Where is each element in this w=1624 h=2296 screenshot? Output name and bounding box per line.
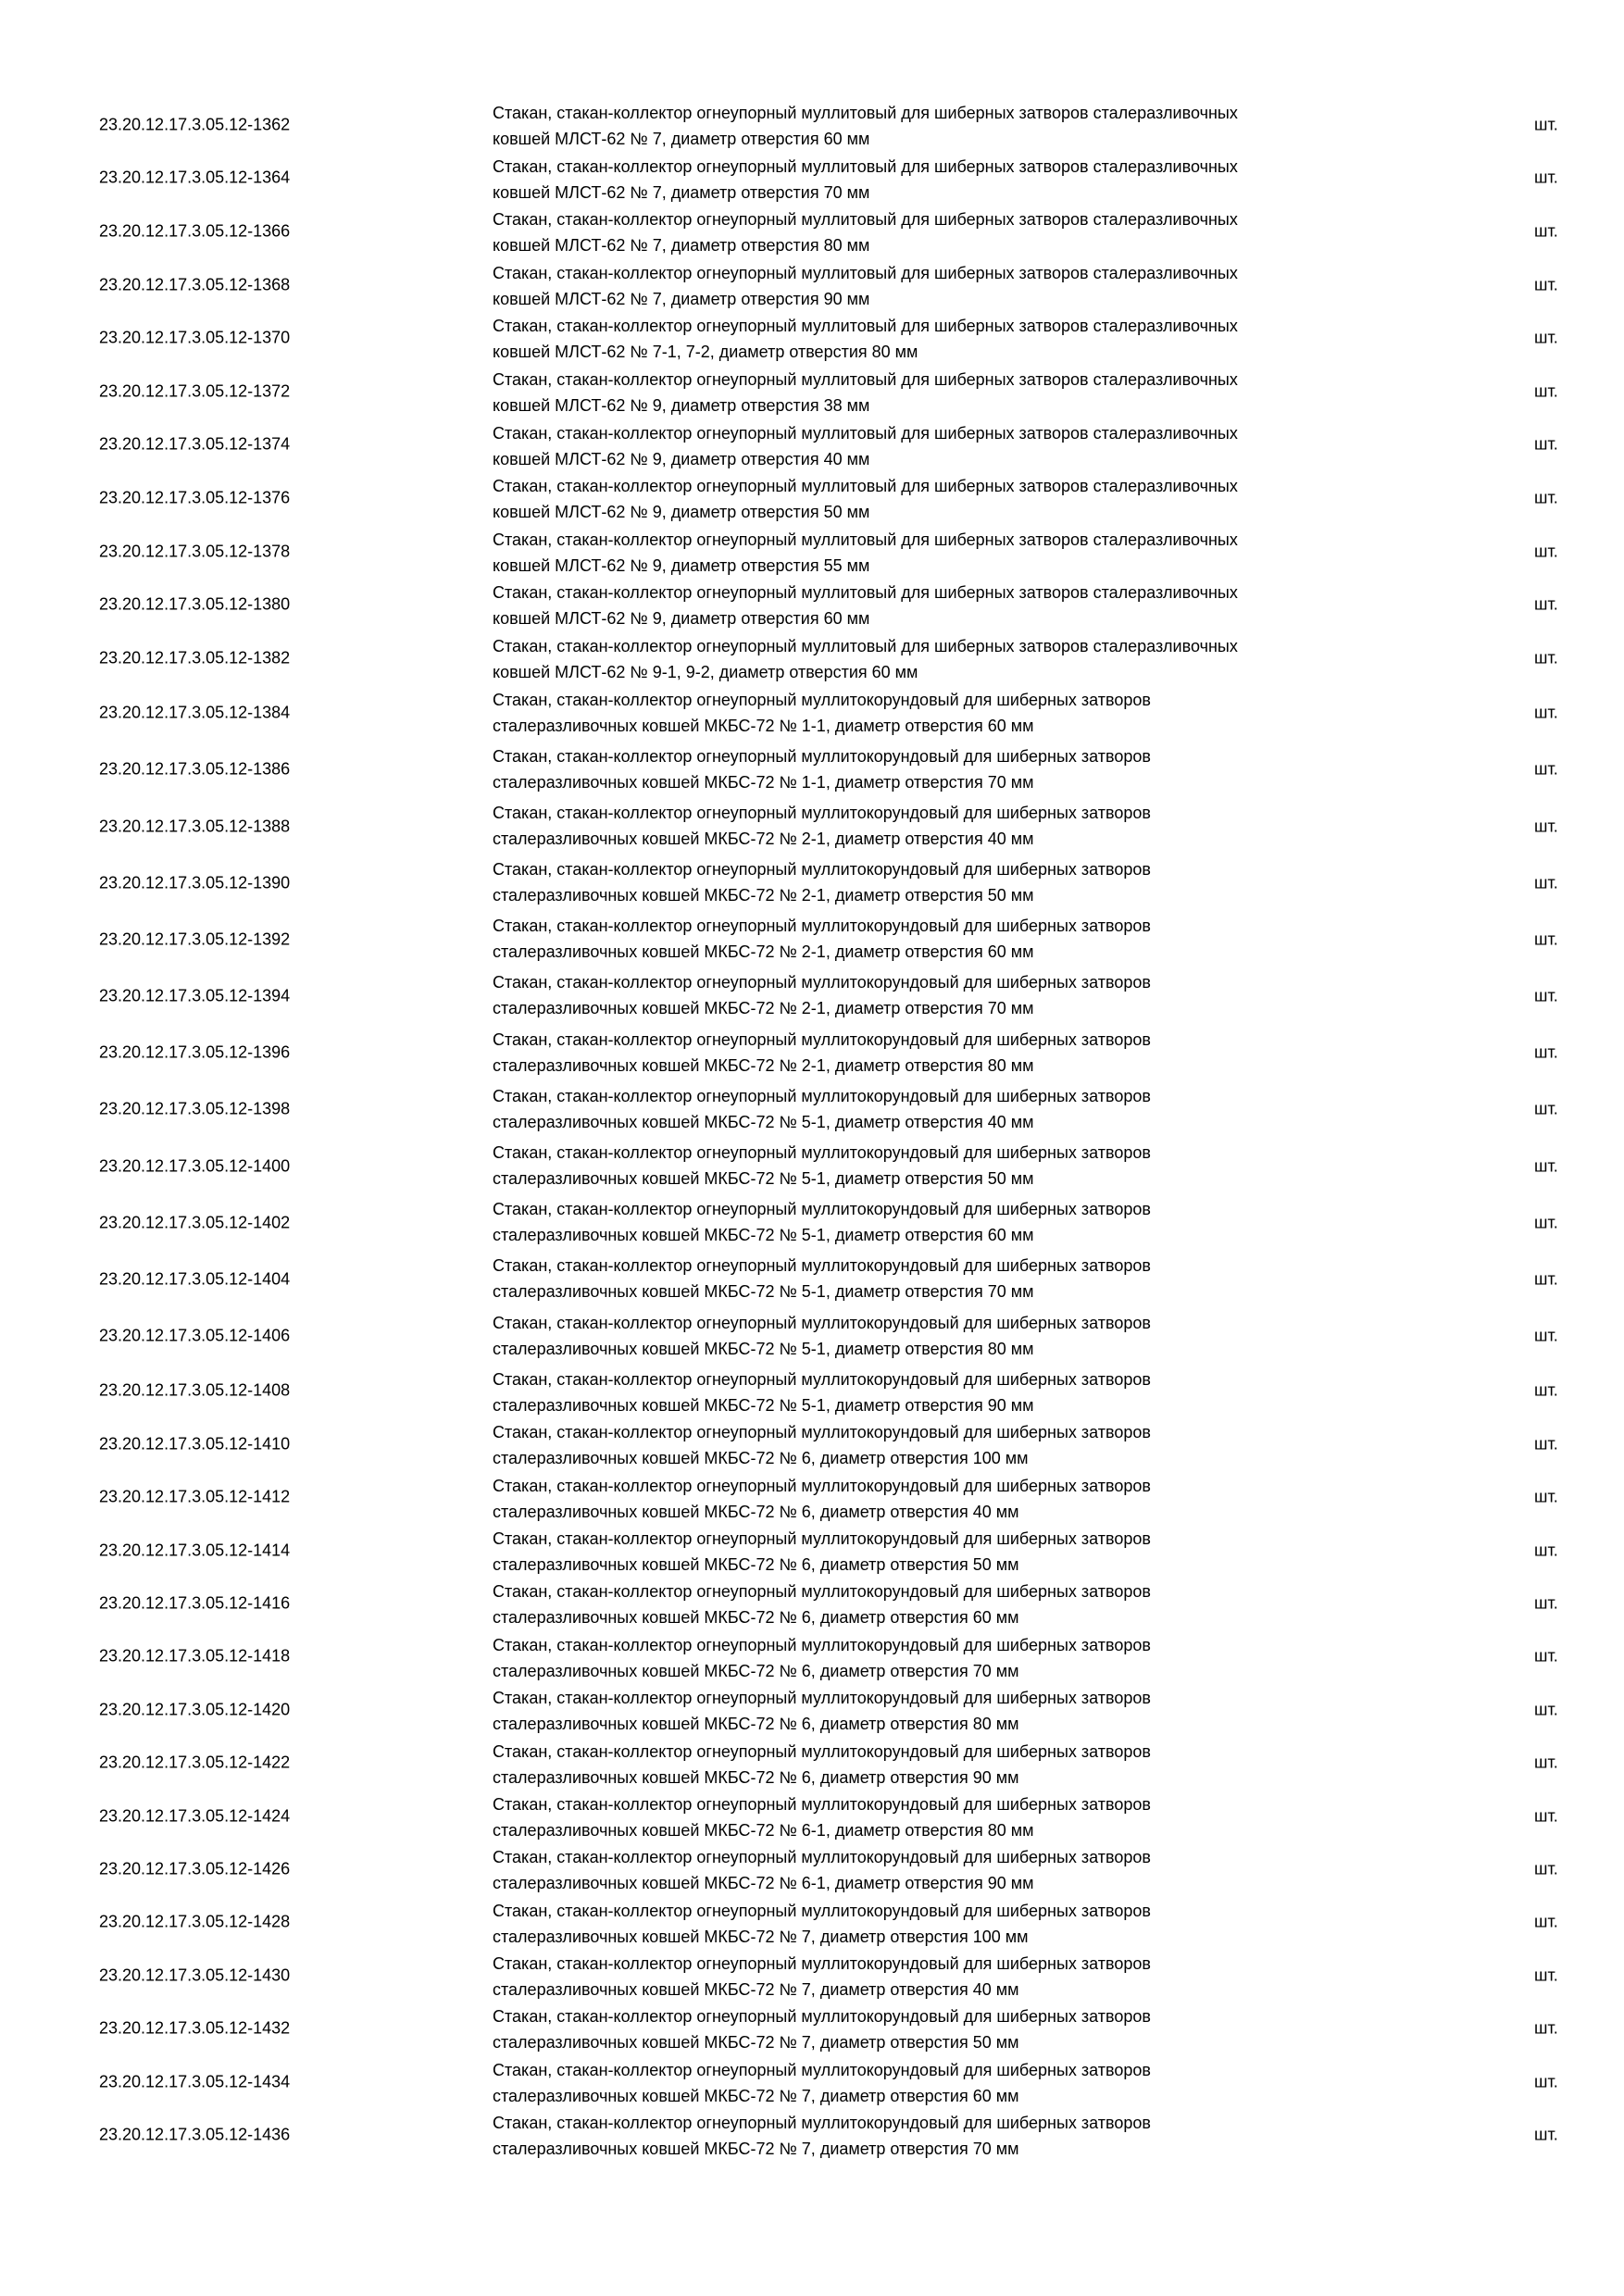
- item-unit: шт.: [1534, 1269, 1558, 1289]
- item-unit: шт.: [1534, 1042, 1558, 1062]
- item-description: [493, 1473, 1418, 1525]
- item-unit: шт.: [1534, 1859, 1558, 1878]
- table-row: [0, 205, 1624, 258]
- item-description: [493, 580, 1418, 631]
- description-line: сталеразливочных ковшей МКБС-72 № 7, диаметр отверстия 50 мм: [493, 2033, 1019, 2053]
- table-row: [0, 1081, 1624, 1138]
- description-line: Стакан, стакан-коллектор огнеупорный муллитовый для шиберных затворов сталеразливочных: [493, 104, 1238, 122]
- table-row: [0, 967, 1624, 1024]
- table-row: [0, 2108, 1624, 2161]
- item-unit: шт.: [1534, 381, 1558, 401]
- item-description: [493, 633, 1418, 685]
- description-line: Стакан, стакан-коллектор огнеупорный муллитокорундовый для шиберных затворов: [493, 1029, 1151, 1049]
- item-code: 23.20.12.17.3.05.12-1410: [99, 1434, 291, 1454]
- item-unit: шт.: [1534, 703, 1558, 722]
- description-line: Стакан, стакан-коллектор огнеупорный муллитокорундовый для шиберных затворов: [493, 1086, 1151, 1105]
- item-description: [493, 1419, 1418, 1471]
- item-unit: шт.: [1534, 1965, 1558, 1985]
- description-line: Стакан, стакан-коллектор огнеупорный муллитокорундовый для шиберных затворов: [493, 1635, 1151, 1654]
- item-code: 23.20.12.17.3.05.12-1386: [99, 759, 291, 779]
- item-code: 23.20.12.17.3.05.12-1396: [99, 1042, 291, 1062]
- description-line: сталеразливочных ковшей МКБС-72 № 6-1, диаметр отверстия 90 мм: [493, 1874, 1034, 1893]
- item-unit: шт.: [1534, 1753, 1558, 1772]
- description-line: Стакан, стакан-коллектор огнеупорный муллитовый для шиберных затворов сталеразливочных: [493, 156, 1238, 176]
- item-description: [493, 1739, 1418, 1791]
- item-code: 23.20.12.17.3.05.12-1392: [99, 930, 291, 949]
- description-line: сталеразливочных ковшей МКБС-72 № 7, диаметр отверстия 100 мм: [493, 1927, 1029, 1946]
- description-line: Стакан, стакан-коллектор огнеупорный муллитовый для шиберных затворов сталеразливочных: [493, 317, 1238, 336]
- item-unit: шт.: [1534, 1099, 1558, 1118]
- table-row: [0, 911, 1624, 967]
- item-description: [493, 1898, 1418, 1950]
- item-code: 23.20.12.17.3.05.12-1390: [99, 873, 291, 892]
- item-description: [493, 1027, 1418, 1079]
- item-description: [493, 100, 1418, 152]
- item-unit: шт.: [1534, 1380, 1558, 1400]
- item-code: 23.20.12.17.3.05.12-1432: [99, 2018, 291, 2038]
- item-code: 23.20.12.17.3.05.12-1404: [99, 1269, 291, 1289]
- item-description: [493, 856, 1418, 908]
- item-description: [493, 1951, 1418, 2003]
- table-row: [0, 1630, 1624, 1683]
- item-code: 23.20.12.17.3.05.12-1434: [99, 2072, 291, 2091]
- description-line: Стакан, стакан-коллектор огнеупорный муллитокорундовый для шиберных затворов: [493, 1582, 1151, 1602]
- item-code: 23.20.12.17.3.05.12-1412: [99, 1487, 291, 1506]
- item-description: [493, 743, 1418, 795]
- table-row: [0, 365, 1624, 418]
- description-line: Стакан, стакан-коллектор огнеупорный муллитовый для шиберных затворов сталеразливочных: [493, 636, 1238, 655]
- description-line: сталеразливочных ковшей МКБС-72 № 6, диаметр отверстия 40 мм: [493, 1502, 1019, 1521]
- item-code: 23.20.12.17.3.05.12-1372: [99, 381, 291, 401]
- table-row: [0, 1308, 1624, 1365]
- item-unit: шт.: [1534, 1700, 1558, 1719]
- item-code: 23.20.12.17.3.05.12-1378: [99, 542, 291, 561]
- description-line: Стакан, стакан-коллектор огнеупорный муллитокорундовый для шиберных затворов: [493, 1901, 1151, 1920]
- description-line: Стакан, стакан-коллектор огнеупорный муллитокорундовый для шиберных затворов: [493, 746, 1151, 766]
- description-line: Стакан, стакан-коллектор огнеупорный муллитокорундовый для шиберных затворов: [493, 1741, 1151, 1761]
- item-description: [493, 313, 1418, 365]
- description-line: Стакан, стакан-коллектор огнеупорный муллитовый для шиберных затворов сталеразливочных: [493, 477, 1238, 496]
- item-unit: шт.: [1534, 2018, 1558, 2038]
- item-description: [493, 1083, 1418, 1135]
- item-unit: шт.: [1534, 1646, 1558, 1666]
- table-row: [0, 1524, 1624, 1577]
- item-description: [493, 473, 1418, 525]
- table-row: [0, 98, 1624, 152]
- table-row: [0, 2055, 1624, 2108]
- item-code: 23.20.12.17.3.05.12-1382: [99, 648, 291, 668]
- description-line: ковшей МЛСТ-62 № 7, диаметр отверстия 60 мм: [493, 130, 870, 148]
- item-unit: шт.: [1534, 2072, 1558, 2091]
- item-code: 23.20.12.17.3.05.12-1380: [99, 594, 291, 614]
- item-unit: шт.: [1534, 115, 1558, 134]
- item-code: 23.20.12.17.3.05.12-1426: [99, 1859, 291, 1878]
- table-row: [0, 258, 1624, 312]
- table-row: [0, 1471, 1624, 1524]
- table-row: [0, 1790, 1624, 1842]
- description-line: ковшей МЛСТ-62 № 9, диаметр отверстия 50 мм: [493, 503, 870, 522]
- description-line: сталеразливочных ковшей МКБС-72 № 5-1, диаметр отверстия 60 мм: [493, 1226, 1034, 1245]
- item-description: [493, 420, 1418, 472]
- description-line: сталеразливочных ковшей МКБС-72 № 6, диаметр отверстия 90 мм: [493, 1767, 1019, 1787]
- item-description: [493, 1526, 1418, 1578]
- item-description: [493, 1844, 1418, 1896]
- description-line: сталеразливочных ковшей МКБС-72 № 7, диаметр отверстия 70 мм: [493, 2140, 1019, 2159]
- item-description: [493, 800, 1418, 852]
- item-code: 23.20.12.17.3.05.12-1430: [99, 1965, 291, 1985]
- item-unit: шт.: [1534, 1326, 1558, 1345]
- description-line: сталеразливочных ковшей МКБС-72 № 7, диаметр отверстия 60 мм: [493, 2086, 1019, 2105]
- description-line: сталеразливочных ковшей МКБС-72 № 2-1, диаметр отверстия 70 мм: [493, 999, 1034, 1018]
- table-row: [0, 152, 1624, 206]
- description-line: сталеразливочных ковшей МКБС-72 № 7, диаметр отверстия 40 мм: [493, 1980, 1019, 2000]
- description-line: сталеразливочных ковшей МКБС-72 № 6, диаметр отверстия 70 мм: [493, 1661, 1019, 1680]
- table-row: [0, 471, 1624, 525]
- item-unit: шт.: [1534, 275, 1558, 294]
- description-line: Стакан, стакан-коллектор огнеупорный муллитокорундовый для шиберных затворов: [493, 1794, 1151, 1814]
- description-line: ковшей МЛСТ-62 № 9, диаметр отверстия 55 мм: [493, 555, 870, 575]
- item-description: [493, 260, 1418, 312]
- item-description: [493, 206, 1418, 258]
- item-unit: шт.: [1534, 488, 1558, 507]
- item-unit: шт.: [1534, 434, 1558, 454]
- description-line: сталеразливочных ковшей МКБС-72 № 6, диаметр отверстия 60 мм: [493, 1608, 1019, 1628]
- item-code: 23.20.12.17.3.05.12-1420: [99, 1700, 291, 1719]
- description-line: Стакан, стакан-коллектор огнеупорный муллитокорундовый для шиберных затворов: [493, 803, 1151, 822]
- table-row: [0, 311, 1624, 365]
- description-line: Стакан, стакан-коллектор огнеупорный муллитокорундовый для шиберных затворов: [493, 2114, 1151, 2133]
- items-table: [0, 98, 1624, 2162]
- item-description: [493, 687, 1418, 739]
- item-unit: шт.: [1534, 168, 1558, 187]
- table-row: [0, 1365, 1624, 1417]
- table-row: [0, 1577, 1624, 1629]
- item-unit: шт.: [1534, 648, 1558, 668]
- item-code: 23.20.12.17.3.05.12-1370: [99, 328, 291, 347]
- item-unit: шт.: [1534, 1593, 1558, 1613]
- item-code: 23.20.12.17.3.05.12-1384: [99, 703, 291, 722]
- description-line: ковшей МЛСТ-62 № 9-1, 9-2, диаметр отверстия 60 мм: [493, 662, 918, 681]
- description-line: Стакан, стакан-коллектор огнеупорный муллитокорундовый для шиберных затворов: [493, 1256, 1151, 1276]
- item-description: [493, 1310, 1418, 1362]
- description-line: сталеразливочных ковшей МКБС-72 № 5-1, диаметр отверстия 90 мм: [493, 1395, 1034, 1415]
- table-row: [0, 578, 1624, 631]
- table-row: [0, 1949, 1624, 2002]
- item-unit: шт.: [1534, 1487, 1558, 1506]
- item-description: [493, 154, 1418, 206]
- description-line: Стакан, стакан-коллектор огнеупорный муллитовый для шиберных затворов сталеразливочных: [493, 583, 1238, 603]
- item-code: 23.20.12.17.3.05.12-1422: [99, 1753, 291, 1772]
- table-row: [0, 1138, 1624, 1194]
- description-line: сталеразливочных ковшей МКБС-72 № 5-1, диаметр отверстия 40 мм: [493, 1112, 1034, 1131]
- item-description: [493, 2110, 1418, 2162]
- item-code: 23.20.12.17.3.05.12-1362: [99, 115, 291, 134]
- item-description: [493, 1632, 1418, 1684]
- description-line: сталеразливочных ковшей МКБС-72 № 6, диаметр отверстия 50 мм: [493, 1554, 1019, 1574]
- description-line: Стакан, стакан-коллектор огнеупорный муллитокорундовый для шиберных затворов: [493, 1529, 1151, 1548]
- item-code: 23.20.12.17.3.05.12-1424: [99, 1806, 291, 1826]
- description-line: Стакан, стакан-коллектор огнеупорный муллитовый для шиберных затворов сталеразливочных: [493, 263, 1238, 282]
- item-code: 23.20.12.17.3.05.12-1436: [99, 2125, 291, 2144]
- description-line: Стакан, стакан-коллектор огнеупорный муллитовый для шиберных затворов сталеразливочных: [493, 423, 1238, 443]
- table-row: [0, 685, 1624, 742]
- table-row: [0, 1251, 1624, 1307]
- item-unit: шт.: [1534, 930, 1558, 949]
- item-code: 23.20.12.17.3.05.12-1416: [99, 1593, 291, 1613]
- table-row: [0, 855, 1624, 911]
- description-line: Стакан, стакан-коллектор огнеупорный муллитокорундовый для шиберных затворов: [493, 860, 1151, 880]
- description-line: Стакан, стакан-коллектор огнеупорный муллитокорундовый для шиберных затворов: [493, 1689, 1151, 1708]
- item-unit: шт.: [1534, 759, 1558, 779]
- description-line: ковшей МЛСТ-62 № 7-1, 7-2, диаметр отверстия 80 мм: [493, 343, 918, 362]
- description-line: сталеразливочных ковшей МКБС-72 № 2-1, диаметр отверстия 50 мм: [493, 886, 1034, 905]
- table-row: [0, 418, 1624, 472]
- item-description: [493, 367, 1418, 418]
- item-unit: шт.: [1534, 1156, 1558, 1176]
- table-row: [0, 1417, 1624, 1470]
- item-unit: шт.: [1534, 328, 1558, 347]
- table-row: [0, 742, 1624, 798]
- item-description: [493, 527, 1418, 579]
- description-line: Стакан, стакан-коллектор огнеупорный муллитокорундовый для шиберных затворов: [493, 973, 1151, 992]
- description-line: Стакан, стакан-коллектор огнеупорный муллитокорундовый для шиберных затворов: [493, 2060, 1151, 2079]
- item-unit: шт.: [1534, 594, 1558, 614]
- item-code: 23.20.12.17.3.05.12-1364: [99, 168, 291, 187]
- item-description: [493, 1253, 1418, 1304]
- table-row: [0, 1842, 1624, 1895]
- description-line: сталеразливочных ковшей МКБС-72 № 6-1, диаметр отверстия 80 мм: [493, 1820, 1034, 1840]
- description-line: Стакан, стакан-коллектор огнеупорный муллитокорундовый для шиберных затворов: [493, 1848, 1151, 1867]
- item-unit: шт.: [1534, 542, 1558, 561]
- item-unit: шт.: [1534, 873, 1558, 892]
- table-row: [0, 631, 1624, 685]
- table-row: [0, 798, 1624, 855]
- description-line: Стакан, стакан-коллектор огнеупорный муллитовый для шиберных затворов сталеразливочных: [493, 210, 1238, 230]
- item-unit: шт.: [1534, 2125, 1558, 2144]
- description-line: Стакан, стакан-коллектор огнеупорный муллитокорундовый для шиберных затворов: [493, 2007, 1151, 2027]
- table-row: [0, 1896, 1624, 1949]
- item-description: [493, 2057, 1418, 2109]
- description-line: ковшей МЛСТ-62 № 9, диаметр отверстия 40 мм: [493, 449, 870, 468]
- table-row: [0, 1025, 1624, 1081]
- item-description: [493, 2003, 1418, 2055]
- item-code: 23.20.12.17.3.05.12-1406: [99, 1326, 291, 1345]
- item-description: [493, 1196, 1418, 1248]
- item-code: 23.20.12.17.3.05.12-1408: [99, 1380, 291, 1400]
- table-row: [0, 525, 1624, 579]
- item-description: [493, 1578, 1418, 1630]
- item-unit: шт.: [1534, 1541, 1558, 1560]
- description-line: ковшей МЛСТ-62 № 7, диаметр отверстия 80 мм: [493, 236, 870, 256]
- item-code: 23.20.12.17.3.05.12-1400: [99, 1156, 291, 1176]
- table-row: [0, 2002, 1624, 2054]
- item-code: 23.20.12.17.3.05.12-1368: [99, 275, 291, 294]
- description-line: Стакан, стакан-коллектор огнеупорный муллитокорундовый для шиберных затворов: [493, 1313, 1151, 1332]
- table-row: [0, 1194, 1624, 1251]
- description-line: Стакан, стакан-коллектор огнеупорный муллитокорундовый для шиберных затворов: [493, 690, 1151, 709]
- item-unit: шт.: [1534, 1434, 1558, 1454]
- item-code: 23.20.12.17.3.05.12-1398: [99, 1099, 291, 1118]
- item-code: 23.20.12.17.3.05.12-1414: [99, 1541, 291, 1560]
- description-line: Стакан, стакан-коллектор огнеупорный муллитокорундовый для шиберных затворов: [493, 1200, 1151, 1219]
- description-line: сталеразливочных ковшей МКБС-72 № 1-1, диаметр отверстия 60 мм: [493, 716, 1034, 735]
- item-code: 23.20.12.17.3.05.12-1388: [99, 817, 291, 835]
- description-line: Стакан, стакан-коллектор огнеупорный муллитокорундовый для шиберных затворов: [493, 1143, 1151, 1163]
- item-code: 23.20.12.17.3.05.12-1376: [99, 488, 291, 507]
- description-line: сталеразливочных ковшей МКБС-72 № 5-1, диаметр отверстия 70 мм: [493, 1282, 1034, 1302]
- description-line: сталеразливочных ковшей МКБС-72 № 2-1, диаметр отверстия 40 мм: [493, 829, 1034, 848]
- description-line: ковшей МЛСТ-62 № 7, диаметр отверстия 90 мм: [493, 289, 870, 308]
- item-description: [493, 913, 1418, 965]
- item-unit: шт.: [1534, 1806, 1558, 1826]
- table-row: [0, 1683, 1624, 1736]
- description-line: сталеразливочных ковшей МКБС-72 № 6, диаметр отверстия 80 мм: [493, 1715, 1019, 1734]
- description-line: сталеразливочных ковшей МКБС-72 № 2-1, диаметр отверстия 80 мм: [493, 1055, 1034, 1075]
- description-line: Стакан, стакан-коллектор огнеупорный муллитокорундовый для шиберных затворов: [493, 1954, 1151, 1974]
- description-line: сталеразливочных ковшей МКБС-72 № 2-1, диаметр отверстия 60 мм: [493, 942, 1034, 962]
- description-line: Стакан, стакан-коллектор огнеупорный муллитокорундовый для шиберных затворов: [493, 1476, 1151, 1495]
- description-line: сталеразливочных ковшей МКБС-72 № 5-1, диаметр отверстия 80 мм: [493, 1339, 1034, 1358]
- description-line: Стакан, стакан-коллектор огнеупорный муллитовый для шиберных затворов сталеразливочных: [493, 369, 1238, 389]
- item-unit: шт.: [1534, 817, 1558, 835]
- item-code: 23.20.12.17.3.05.12-1394: [99, 986, 291, 1005]
- item-unit: шт.: [1534, 1213, 1558, 1232]
- item-code: 23.20.12.17.3.05.12-1418: [99, 1646, 291, 1666]
- item-code: 23.20.12.17.3.05.12-1402: [99, 1213, 291, 1232]
- description-line: Стакан, стакан-коллектор огнеупорный муллитовый для шиберных затворов сталеразливочных: [493, 530, 1238, 549]
- item-unit: шт.: [1534, 986, 1558, 1005]
- item-code: 23.20.12.17.3.05.12-1374: [99, 434, 291, 454]
- description-line: Стакан, стакан-коллектор огнеупорный муллитокорундовый для шиберных затворов: [493, 1423, 1151, 1442]
- item-unit: шт.: [1534, 221, 1558, 241]
- description-line: Стакан, стакан-коллектор огнеупорный муллитокорундовый для шиберных затворов: [493, 1369, 1151, 1389]
- item-description: [493, 1685, 1418, 1737]
- item-description: [493, 1791, 1418, 1843]
- item-unit: шт.: [1534, 1912, 1558, 1931]
- description-line: сталеразливочных ковшей МКБС-72 № 1-1, диаметр отверстия 70 мм: [493, 772, 1034, 792]
- table-row: [0, 1737, 1624, 1790]
- item-description: [493, 1366, 1418, 1418]
- item-description: [493, 969, 1418, 1021]
- item-description: [493, 1140, 1418, 1192]
- description-line: ковшей МЛСТ-62 № 7, диаметр отверстия 70 мм: [493, 182, 870, 202]
- description-line: Стакан, стакан-коллектор огнеупорный муллитокорундовый для шиберных затворов: [493, 917, 1151, 936]
- description-line: сталеразливочных ковшей МКБС-72 № 5-1, диаметр отверстия 50 мм: [493, 1169, 1034, 1189]
- item-code: 23.20.12.17.3.05.12-1428: [99, 1912, 291, 1931]
- description-line: ковшей МЛСТ-62 № 9, диаметр отверстия 38 мм: [493, 395, 870, 415]
- item-code: 23.20.12.17.3.05.12-1366: [99, 221, 291, 241]
- description-line: ковшей МЛСТ-62 № 9, диаметр отверстия 60 мм: [493, 609, 870, 629]
- description-line: сталеразливочных ковшей МКБС-72 № 6, диаметр отверстия 100 мм: [493, 1449, 1029, 1468]
